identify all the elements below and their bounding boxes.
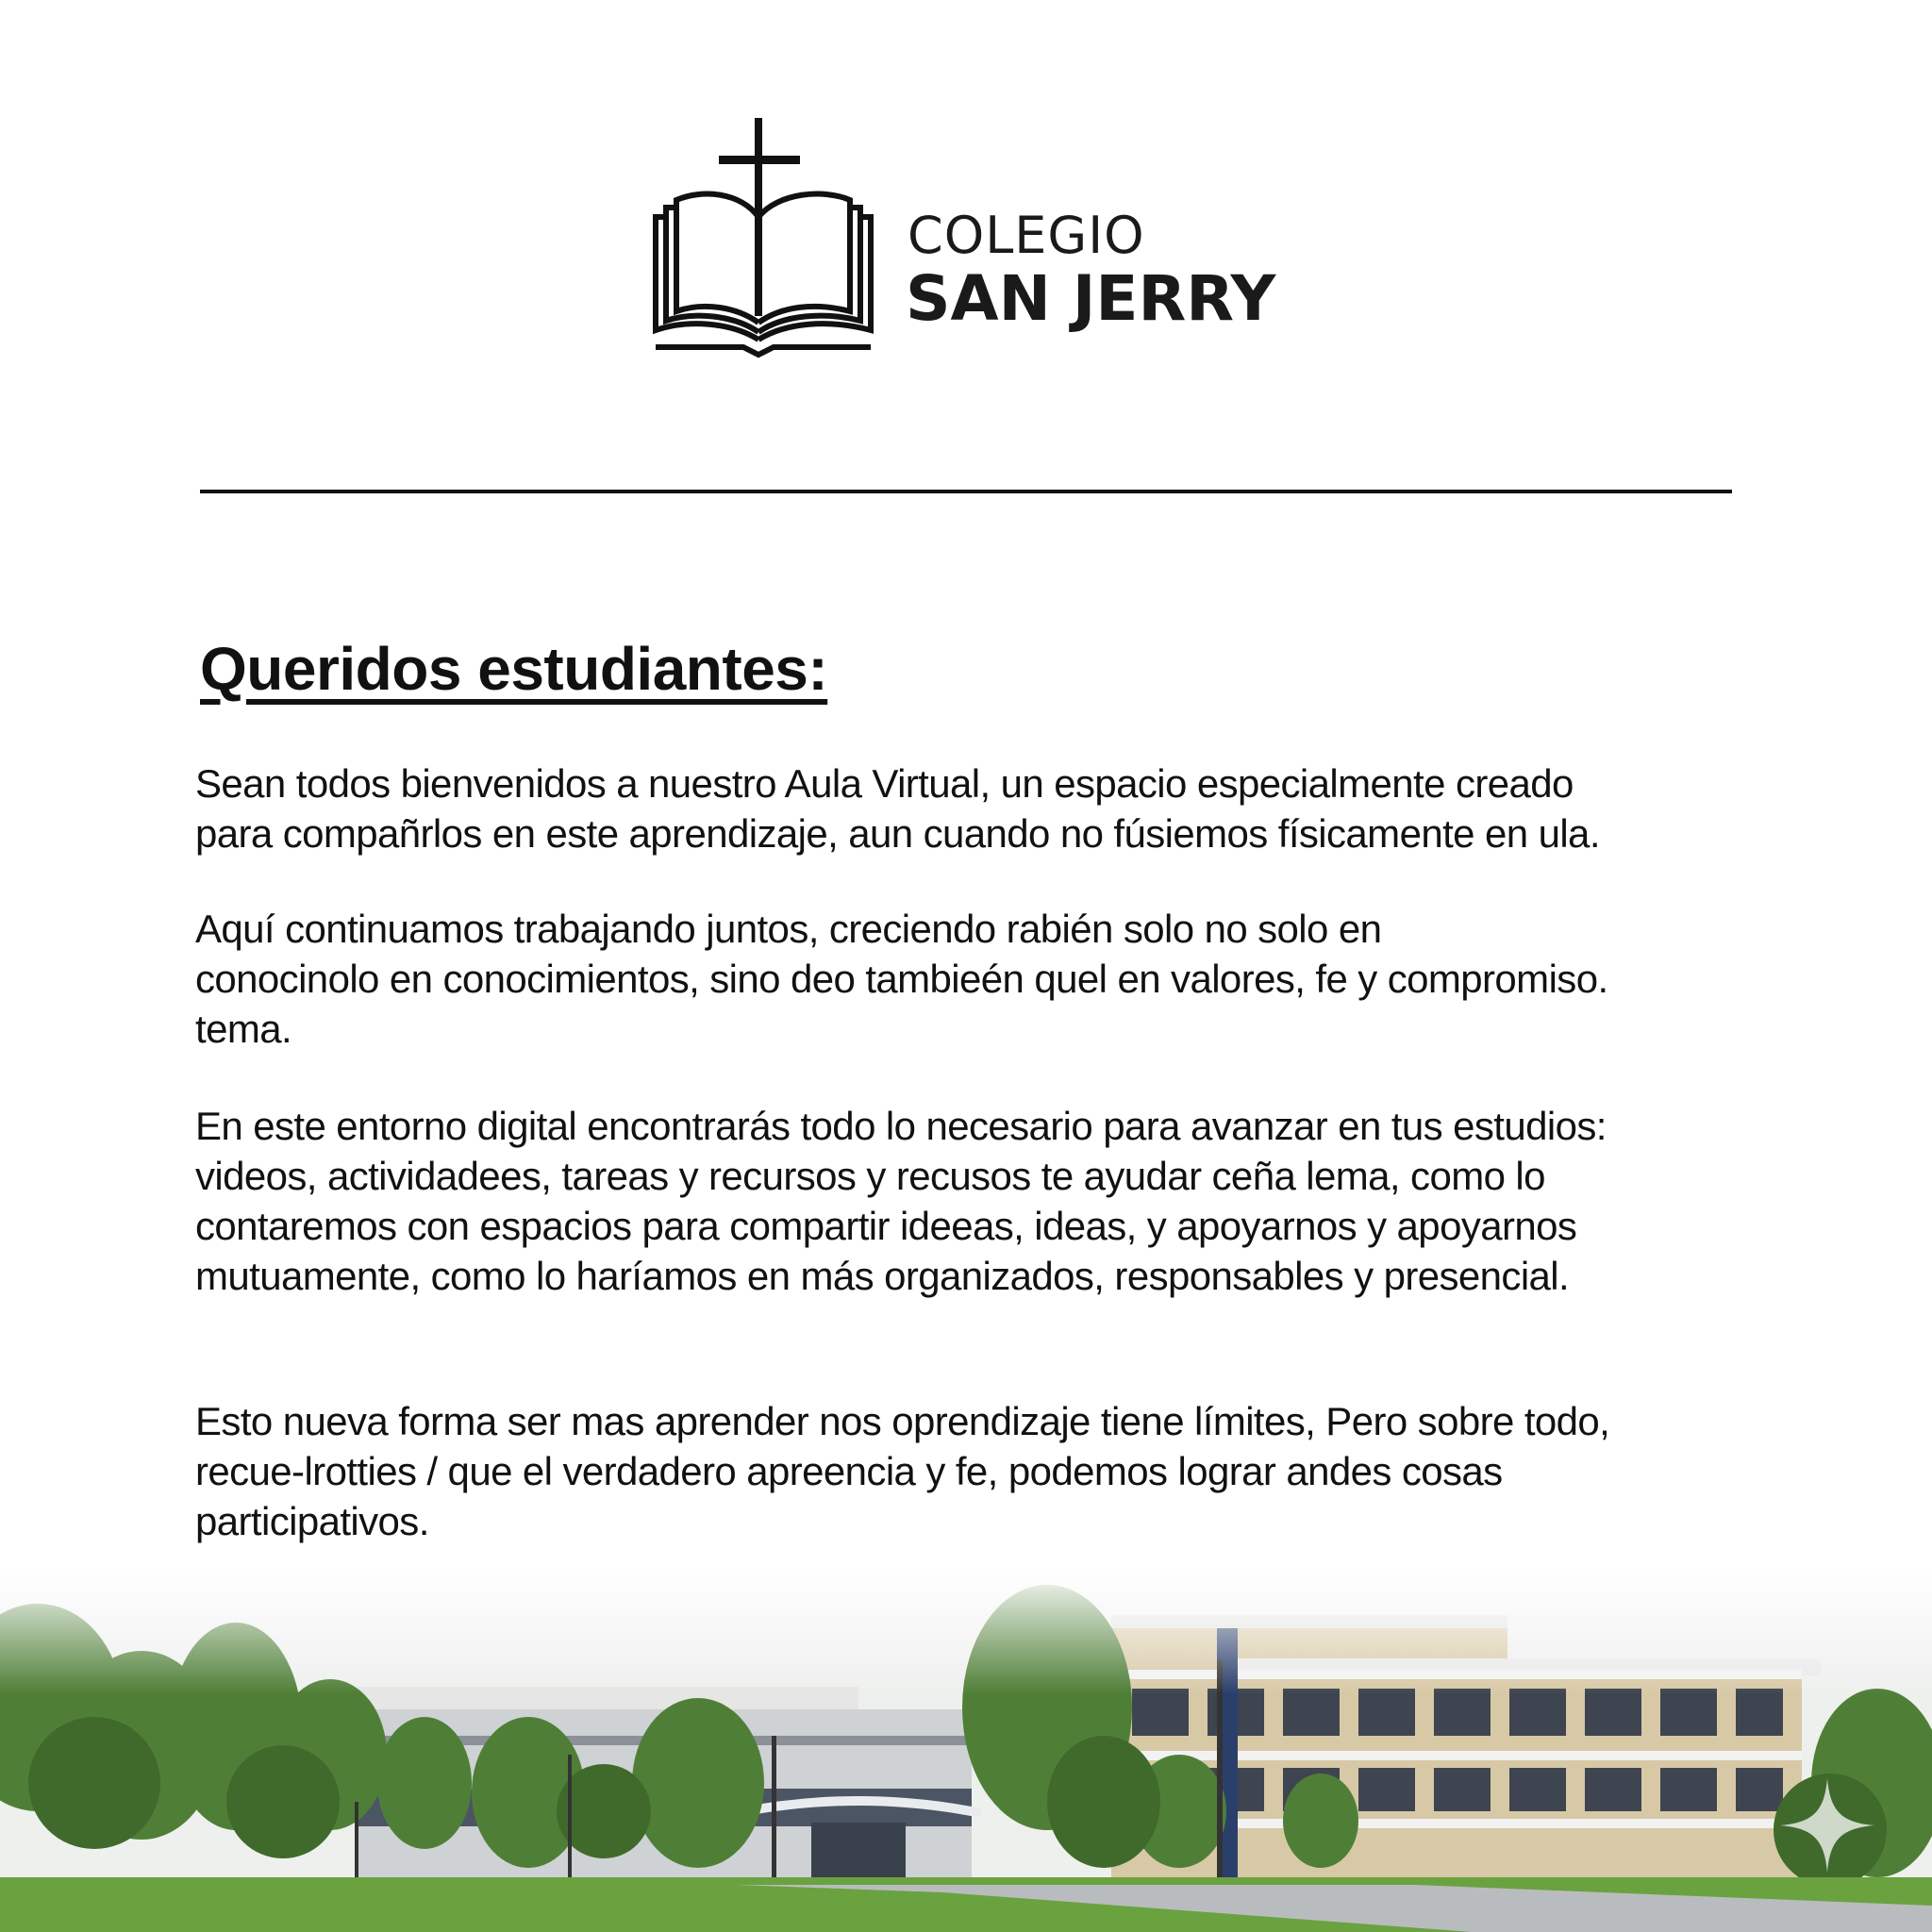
paragraph-line: Esto nueva forma ser mas aprender nos oprendizaje tiene límites, Pero sobre todo, xyxy=(195,1399,1610,1443)
paragraph-line: conocinolo en conocimientos, sino deo tambieén quel en valores, fe y compromiso. xyxy=(195,957,1608,1001)
paragraph-line: tema. xyxy=(195,1007,292,1051)
paragraph-closing xyxy=(195,1396,1609,1546)
paragraph-line: participativos. xyxy=(195,1499,429,1543)
school-campus-photo xyxy=(0,1566,1932,1932)
paragraph-line: Aquí continuamos trabajando juntos, creciendo rabién solo no solo en xyxy=(195,907,1382,951)
logo-title-line1: COLEGIO xyxy=(908,206,1145,265)
paragraph-line: mutuamente, como lo haríamos en más organizados, responsables y presencial. xyxy=(195,1254,1570,1298)
paragraph-line: En este entorno digital encontrarás todo lo necesario para avanzar en tus estudios: xyxy=(195,1104,1607,1148)
paragraph-welcome xyxy=(195,758,1600,858)
divider xyxy=(200,490,1732,493)
sparkle-icon xyxy=(1775,1774,1879,1877)
paragraph-line: Sean todos bienvenidos a nuestro Aula Virtual, un espacio especialmente creado xyxy=(195,761,1574,806)
cross-and-open-book-icon xyxy=(641,113,887,368)
letter-greeting: Queridos estudiantes: xyxy=(200,635,828,703)
paragraph-digital-environment xyxy=(195,1101,1607,1301)
school-logo xyxy=(641,113,1302,368)
paragraph-values xyxy=(195,904,1608,1054)
paragraph-line: videos, actividadees, tareas y recursos y recusos te ayudar ceña lema, como lo xyxy=(195,1154,1545,1198)
paragraph-line: recue-lrotties / que el verdadero apreencia y fe, podemos lograr andes cosas xyxy=(195,1449,1503,1493)
logo-title-line2: SAN JERRY xyxy=(906,262,1276,335)
paragraph-line: para compañrlos en este aprendizaje, aun cuando no fúsiemos físicamente en ula. xyxy=(195,811,1600,856)
paragraph-line: contaremos con espacios para compartir ideeas, ideas, y apoyarnos y apoyarnos xyxy=(195,1204,1577,1248)
